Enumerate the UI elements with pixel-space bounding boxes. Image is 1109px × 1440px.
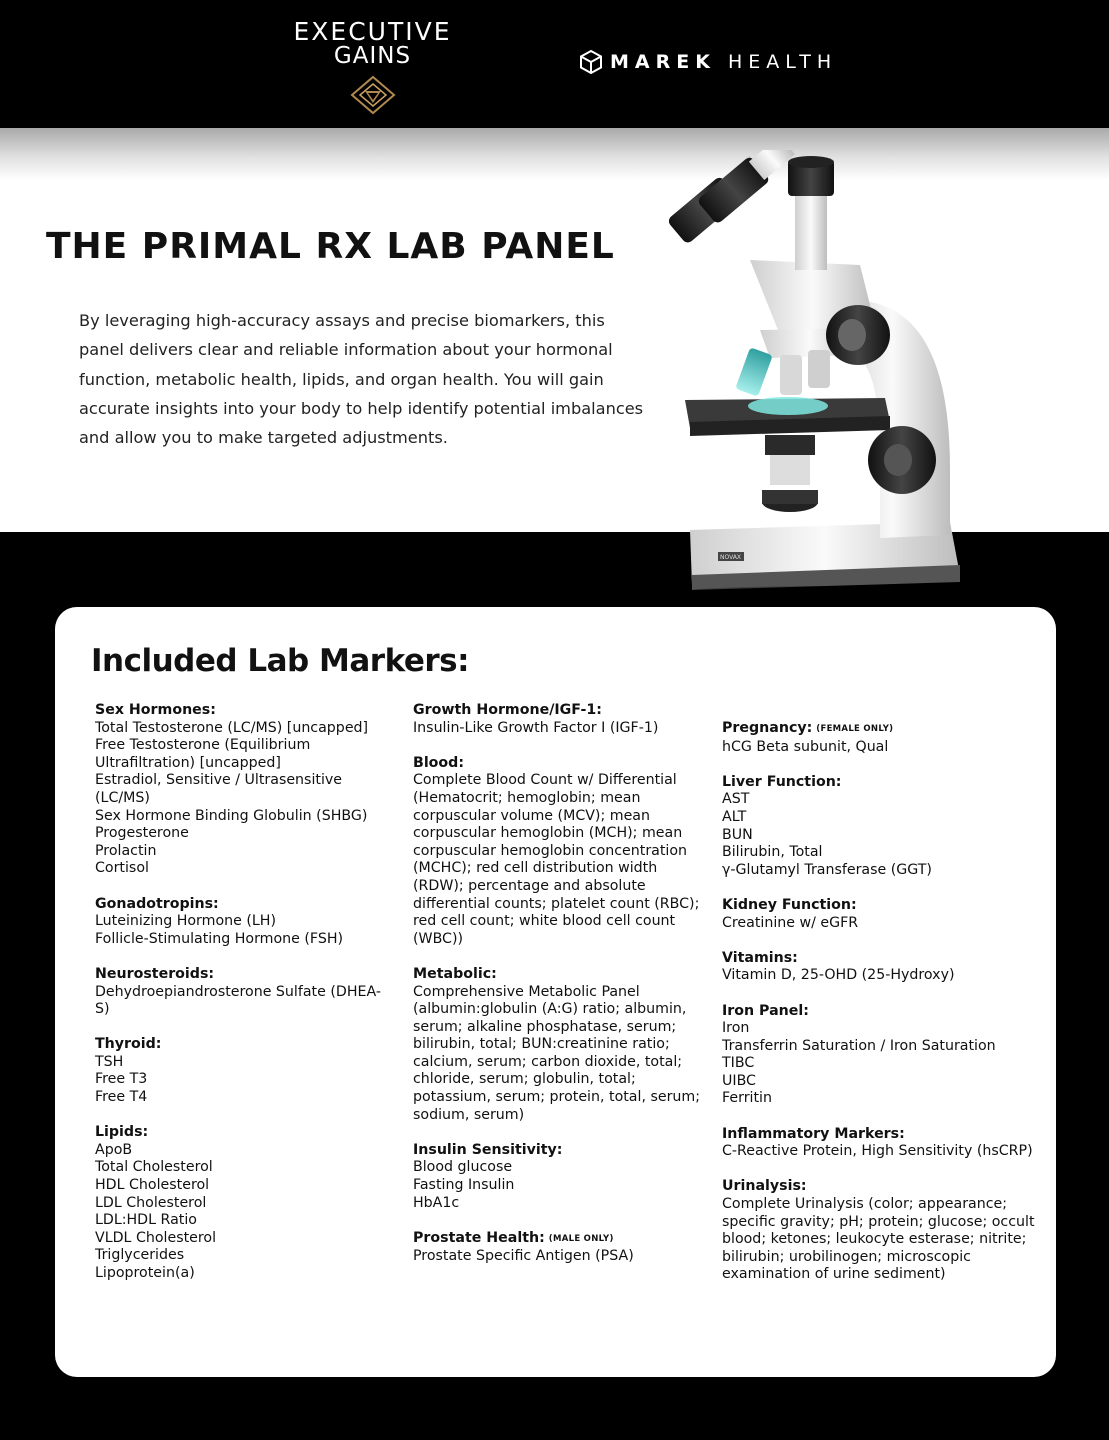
marker-item: Creatinine w/ eGFR — [722, 914, 859, 931]
marker-section-title — [413, 755, 703, 773]
page-title: THE PRIMAL RX LAB PANEL — [46, 226, 615, 267]
section-heading: Gonadotropins: — [95, 895, 219, 912]
marker-item: Ferritin — [722, 1090, 772, 1107]
marker-section-title — [95, 966, 395, 984]
marker-item: Prostate Specific Antigen (PSA) — [413, 1248, 634, 1265]
section-heading: Kidney Function: — [722, 896, 857, 913]
marker-section-title — [95, 1124, 395, 1142]
section-heading: Metabolic: — [413, 965, 497, 982]
section-heading: Liver Function: — [722, 773, 842, 790]
section-heading: Iron Panel: — [722, 1002, 809, 1019]
microscope-brand-label: NOVAX — [720, 554, 742, 561]
marker-item: UIBC — [722, 1072, 756, 1089]
marker-item: Blood glucose — [413, 1159, 513, 1176]
marker-item: Prolactin — [95, 842, 157, 859]
marker-item: Transferrin Saturation / Iron Saturation — [722, 1037, 996, 1054]
marker-item: Free T3 — [95, 1071, 148, 1088]
marker-item: Complete Blood Count w/ Differential (Hematocrit; hemoglobin; mean corpuscular volume (MCV); mean corpuscular hemoglobin (MCH); mean corpuscular hemoglobin concentration (MCHC); red cell distribution width (RDW); percentage and absolute differential counts; platelet count (RBC); red cell count; white blood cell count (WBC)) — [413, 772, 700, 947]
brand-line-1: EXECUTIVE — [293, 17, 452, 46]
marker-section — [95, 702, 395, 878]
brand-line-2: GAINS — [333, 43, 412, 69]
section-heading: Sex Hormones: — [95, 702, 216, 718]
marker-item: Sex Hormone Binding Globulin (SHBG) — [95, 807, 368, 824]
marker-item: LDL:HDL Ratio — [95, 1212, 197, 1229]
section-heading: Thyroid: — [95, 1036, 162, 1053]
marker-section — [413, 702, 703, 737]
marker-item: Triglycerides — [95, 1247, 185, 1264]
marker-item: Fasting Insulin — [413, 1177, 515, 1194]
marker-item: Follicle-Stimulating Hormone (FSH) — [95, 930, 344, 947]
marker-section — [722, 1178, 1042, 1284]
marker-section-title — [413, 966, 703, 984]
marker-item: Bilirubin, Total — [722, 844, 823, 861]
marker-section-title — [722, 897, 1042, 915]
executive-gains-logo — [290, 18, 455, 115]
marker-section-title — [722, 720, 1042, 739]
marker-item: LDL Cholesterol — [95, 1194, 207, 1211]
marker-section — [95, 896, 395, 949]
marker-section — [95, 966, 395, 1019]
section-qualifier: (FEMALE ONLY) — [816, 724, 894, 734]
marker-section-title — [722, 1003, 1042, 1021]
marker-section-title — [413, 702, 703, 720]
marker-item: Comprehensive Metabolic Panel (albumin:globulin (A:G) ratio; albumin, serum; alkaline phosphatase, serum; bilirubin, total; BUN:creatinine ratio; calcium, serum; carbon dioxide, total; chloride, serum; globulin, total; potassium, serum; protein, total, serum; sodium, serum) — [413, 983, 701, 1123]
markers-column-2 — [413, 702, 703, 1284]
marker-item: HbA1c — [413, 1194, 460, 1211]
lab-markers-title: Included Lab Markers: — [91, 643, 470, 679]
header — [0, 0, 1109, 128]
diamond-emblem-icon — [350, 75, 396, 115]
marker-item: Lipoprotein(a) — [95, 1265, 195, 1281]
marker-item: Vitamin D, 25-OHD (25-Hydroxy) — [722, 967, 955, 984]
hexagon-logo-icon — [580, 50, 602, 74]
marker-section — [413, 1230, 703, 1266]
marker-section-title — [722, 1178, 1042, 1196]
marker-section — [722, 897, 1042, 932]
section-heading: Insulin Sensitivity: — [413, 1141, 563, 1158]
marker-item: HDL Cholesterol — [95, 1177, 210, 1194]
section-heading: Neurosteroids: — [95, 965, 215, 982]
marker-item: TIBC — [722, 1055, 755, 1072]
marker-item: Total Testosterone (LC/MS) [uncapped] — [95, 719, 369, 736]
marker-section-title — [722, 950, 1042, 968]
marker-item: Cortisol — [95, 860, 149, 877]
marker-section — [413, 1142, 703, 1212]
marker-section-title — [95, 1036, 395, 1054]
brand2-light: HEALTH — [728, 51, 838, 73]
marker-section — [95, 1036, 395, 1106]
marker-section — [413, 966, 703, 1124]
marker-section — [722, 950, 1042, 985]
marker-item: BUN — [722, 826, 753, 843]
marker-section — [722, 774, 1042, 880]
marker-section-title — [413, 1230, 703, 1249]
marker-item: Total Cholesterol — [95, 1159, 213, 1176]
marker-item: Dehydroepiandrosterone Sulfate (DHEA-S) — [95, 983, 381, 1018]
markers-column-1 — [95, 702, 395, 1300]
section-heading: Pregnancy: — [722, 720, 813, 736]
marek-health-logo — [580, 50, 837, 74]
section-qualifier: (MALE ONLY) — [548, 1233, 614, 1244]
marker-item: γ-Glutamyl Transferase (GGT) — [722, 861, 932, 878]
section-heading: Inflammatory Markers: — [722, 1125, 905, 1142]
microscope-image — [630, 150, 990, 600]
marker-section-title — [722, 774, 1042, 792]
marker-item: Complete Urinalysis (color; appearance; specific gravity; pH; protein; glucose; occult blood; ketones; leukocyte esterase; nitrite; bilirubin; urobilinogen; microscopic examination of urine sediment) — [722, 1196, 1035, 1283]
marker-item: C-Reactive Protein, High Sensitivity (hsCRP) — [722, 1143, 1033, 1160]
section-heading: Lipids: — [95, 1124, 149, 1141]
marker-section-title — [95, 896, 395, 914]
marker-section — [95, 1124, 395, 1282]
marker-section — [722, 1003, 1042, 1109]
marker-item: AST — [722, 791, 750, 808]
marker-section — [413, 755, 703, 949]
marker-item: Estradiol, Sensitive / Ultrasensitive (LC/MS) — [95, 772, 343, 806]
section-heading: Prostate Health: — [413, 1229, 545, 1246]
marker-item: Insulin-Like Growth Factor I (IGF-1) — [413, 719, 659, 736]
marker-item: Luteinizing Hormone (LH) — [95, 913, 277, 930]
marker-item: VLDL Cholesterol — [95, 1229, 217, 1246]
section-heading: Urinalysis: — [722, 1178, 807, 1195]
marker-section — [722, 1126, 1042, 1161]
marker-item: ALT — [722, 808, 747, 825]
marker-item: Progesterone — [95, 825, 189, 842]
marker-section-title — [95, 702, 395, 720]
marker-item: hCG Beta subunit, Qual — [722, 738, 889, 755]
marker-section-title — [413, 1142, 703, 1160]
marker-section — [722, 720, 1042, 756]
markers-column-3 — [722, 720, 1042, 1302]
lab-markers-card — [55, 607, 1056, 1377]
hero-description: By leveraging high-accuracy assays and precise biomarkers, this panel delivers clear and reliable information about your hormonal function, metabolic health, lipids, and organ health. You will gain accurate insights into your body to help identify potential imbalances and allow you to make targeted adjustments. — [79, 311, 644, 448]
marker-item: Free Testosterone (Equilibrium Ultrafiltration) [uncapped] — [95, 737, 311, 771]
brand2-bold: MAREK — [610, 51, 716, 73]
marker-section-title — [722, 1126, 1042, 1144]
marker-item: Iron — [722, 1020, 750, 1037]
section-heading: Growth Hormone/IGF-1: — [413, 702, 602, 718]
marker-item: Free T4 — [95, 1089, 148, 1106]
marker-item: TSH — [95, 1053, 124, 1070]
section-heading: Vitamins: — [722, 949, 798, 966]
marker-item: ApoB — [95, 1141, 133, 1158]
section-heading: Blood: — [413, 754, 465, 771]
